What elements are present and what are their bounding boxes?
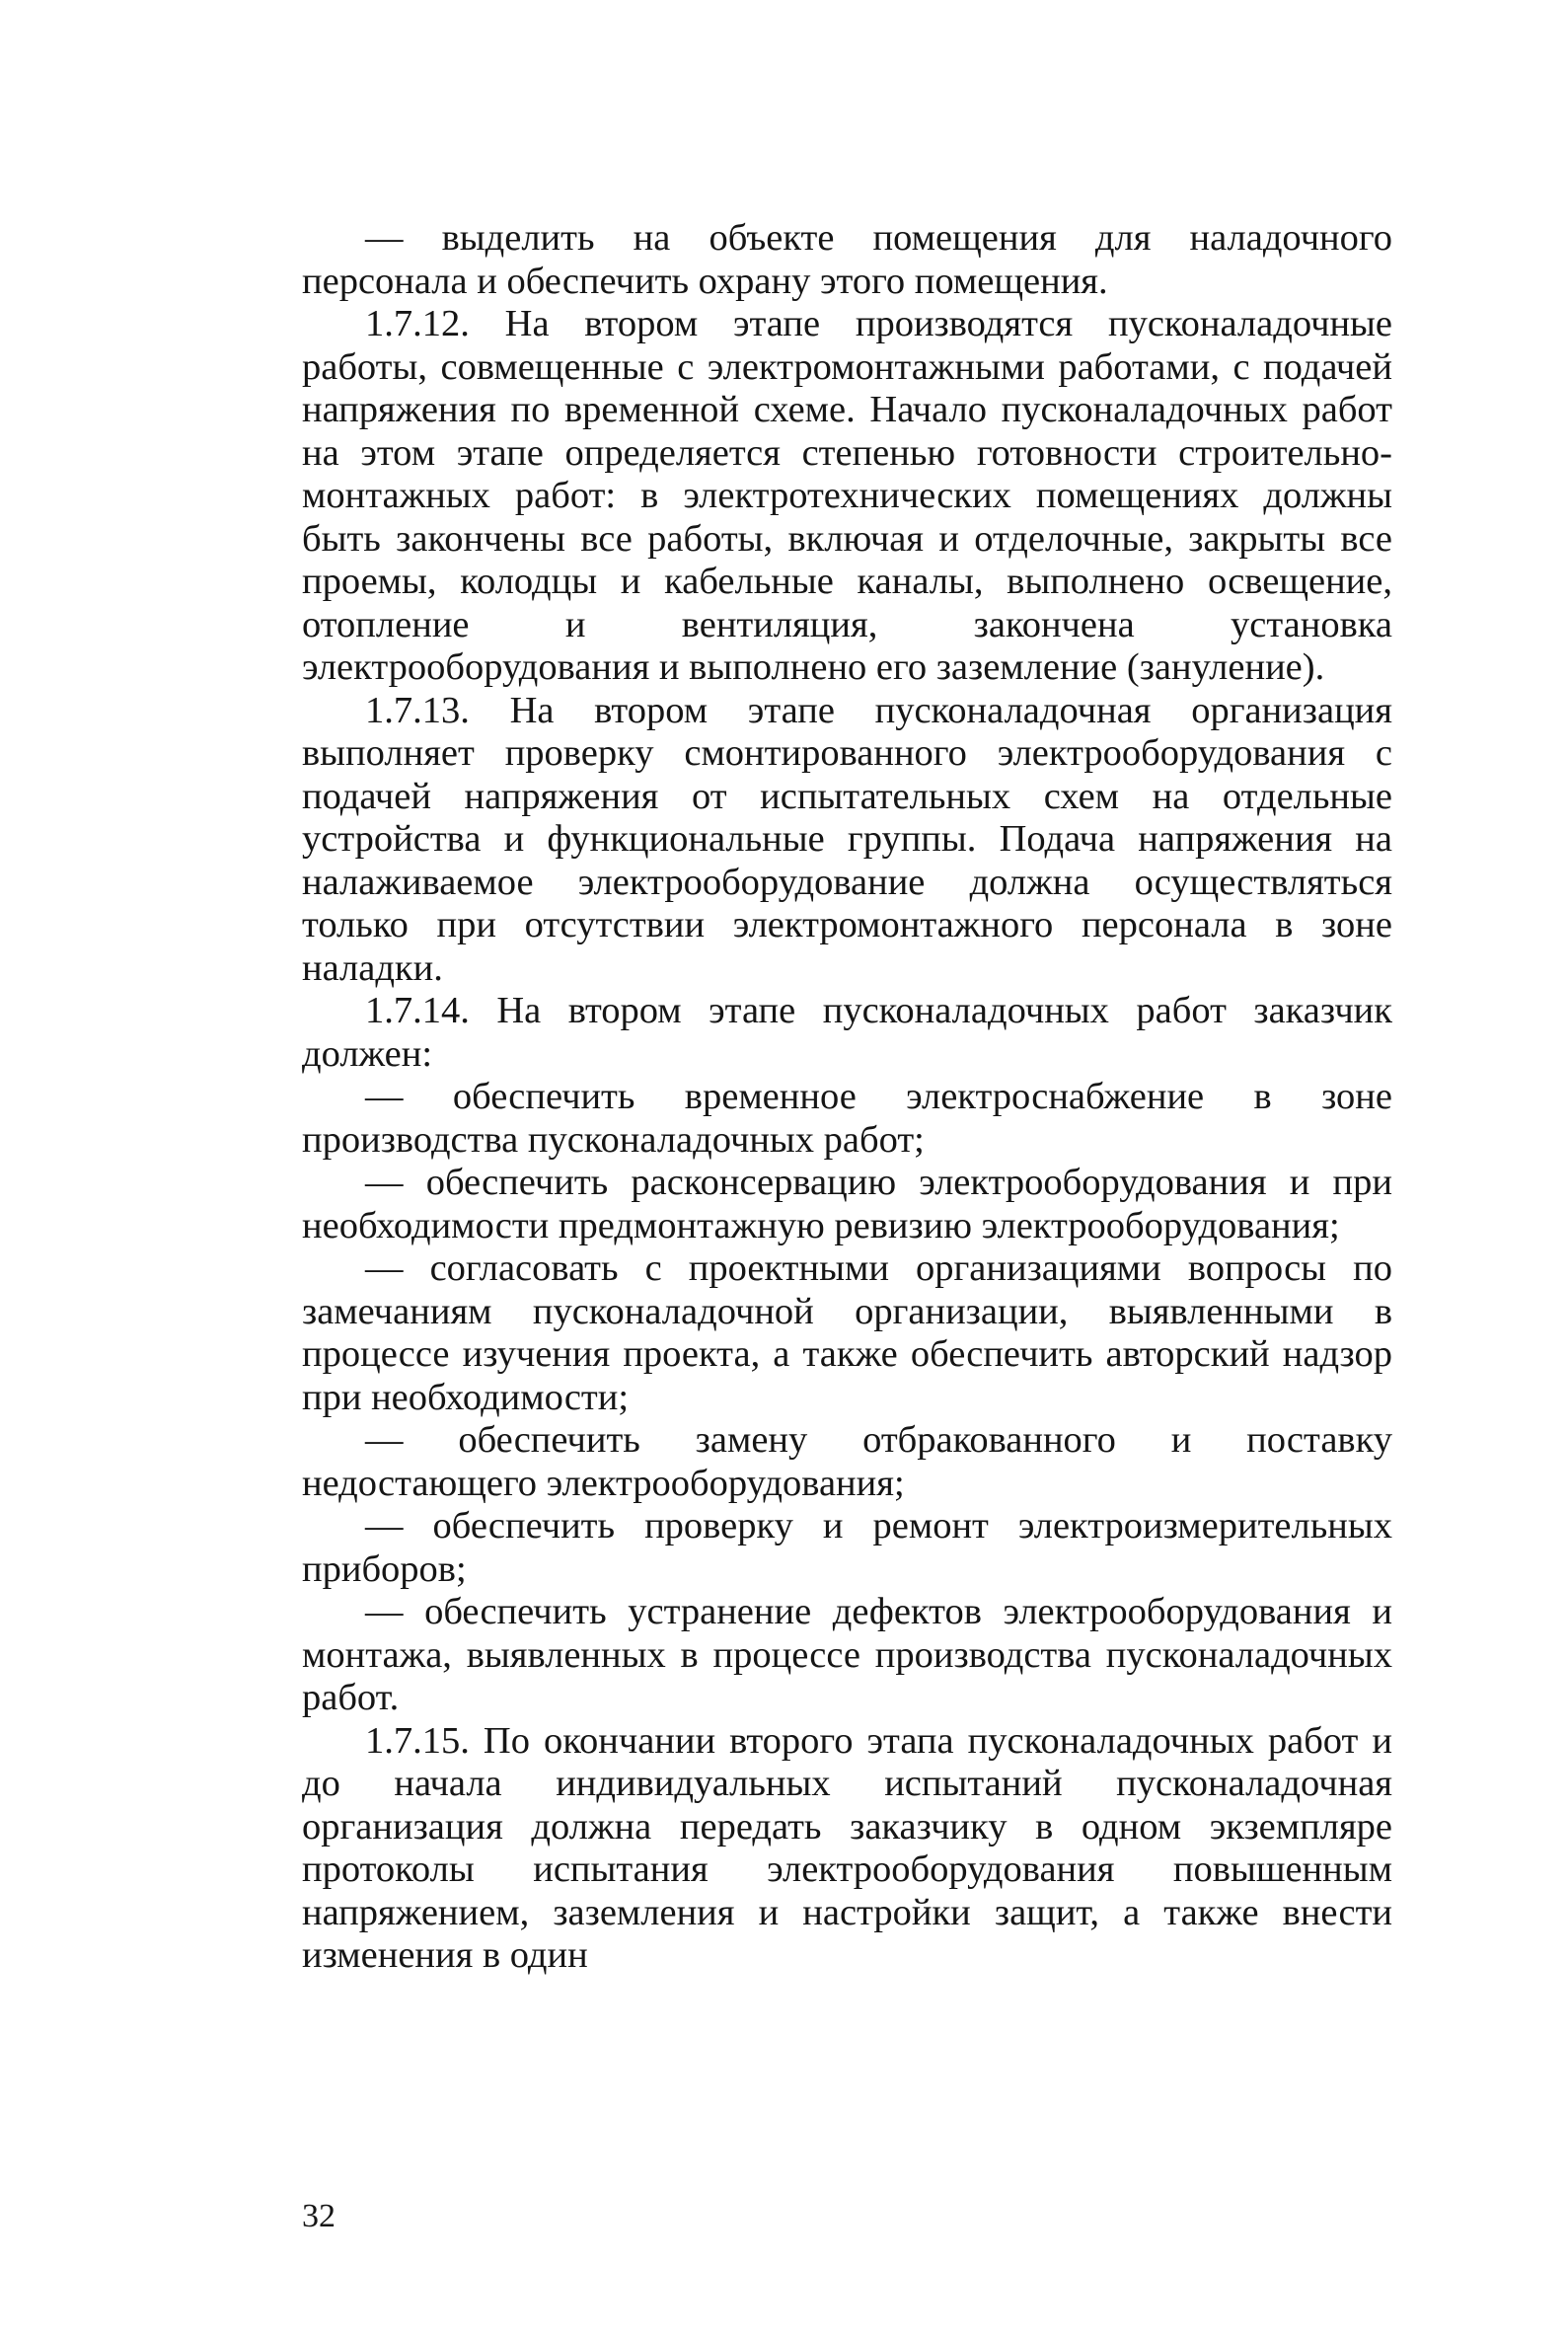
list-item-instrument-check: — обеспечить проверку и ремонт электроизмерительных приборов;	[302, 1505, 1392, 1590]
paragraph-1-7-14: 1.7.14. На втором этапе пусконаладочных работ заказчик должен:	[302, 990, 1392, 1075]
list-item-deconservation: — обеспечить расконсервацию электрооборудования и при необходимости предмонтажную ревизию электрооборудования;	[302, 1162, 1392, 1246]
list-item-defect-elimination: — обеспечить устранение дефектов электрооборудования и монтажа, выявленных в процессе производства пусконаладочных работ.	[302, 1591, 1392, 1718]
list-item-coordinate-design: — согласовать с проектными организациями вопросы по замечаниям пусконаладочной организации, выявленными в процессе изучения проекта, а также обеспечить авторский надзор при необходимости;	[302, 1247, 1392, 1418]
paragraph-1-7-12: 1.7.12. На втором этапе производятся пусконаладочные работы, совмещенные с электромонтажными работами, с подачей напряжения по временной схеме. Начало пусконаладочных работ на этом этапе определяется степенью готовности строительно-монтажных работ: в электротехнических помещениях должны быть закончены все работы, включая и отделочные, закрыты все проемы, колодцы и кабельные каналы, выполнено освещение, отопление и вентиляция, закончена установка электрооборудования и выполнено его заземление (зануление).	[302, 303, 1392, 688]
paragraph-1-7-13: 1.7.13. На втором этапе пусконаладочная организация выполняет проверку смонтированного электрооборудования с подачей напряжения от испытательных схем на отдельные устройства и функциональные группы. Подача напряжения на налаживаемое электрооборудование должна осуществляться только при отсутствии электромонтажного персонала в зоне наладки.	[302, 689, 1392, 989]
page-body	[302, 217, 1392, 1978]
page-number: 32	[302, 2198, 336, 2234]
paragraph-1-7-15: 1.7.15. По окончании второго этапа пусконаладочных работ и до начала индивидуальных испытаний пусконаладочная организация должна передать заказчику в одном экземпляре протоколы испытания электрооборудования повышенным напряжением, заземления и настройки защит, а также внести изменения в один	[302, 1719, 1392, 1976]
list-item-temporary-power: — обеспечить временное электроснабжение в зоне производства пусконаладочных работ;	[302, 1076, 1392, 1161]
paragraph-premises-for-staff: — выделить на объекте помещения для наладочного персонала и обеспечить охрану этого помещения.	[302, 217, 1392, 302]
list-item-replacement: — обеспечить замену отбракованного и поставку недостающего электрооборудования;	[302, 1419, 1392, 1504]
